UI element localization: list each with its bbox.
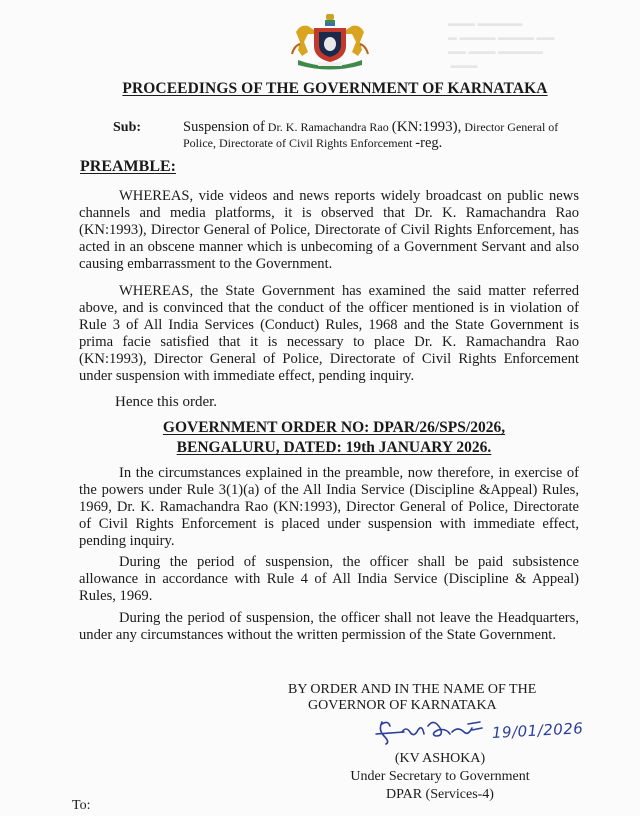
order-paragraph-1 (79, 465, 579, 550)
preamble-heading: PREAMBLE: (80, 158, 176, 175)
bleed-through-text: ▬▬▬ ▬▬▬▬▬ ▬ ▬▬▬▬ ▬▬▬▬ ▬▬ ▬▬ ▬▬▬ ▬▬▬▬▬ ▬▬▬ (448, 18, 555, 70)
hence-this-order: Hence this order. (115, 394, 218, 410)
order-paragraph-2 (79, 554, 579, 605)
subject-text (183, 119, 583, 151)
subject-text-part2: Dr. K. Ramachandra Rao (264, 120, 392, 134)
closing-authority (288, 682, 536, 714)
order-paragraph-1-text: In the circumstances explained in the preamble, now therefore, in exercise of the powers under Rule 3(1)(a) of the All India Service (Discipline &Appeal) Rules, 1969, Dr. K. Ramachandra Rao (KN:1993), Director General of Police, Directorate of Civil Rights Enforcement is placed under suspension with immediate effect, pending inquiry. (79, 465, 579, 549)
signatory-block (350, 750, 530, 804)
order-date-line: BENGALURU, DATED: 19th JANUARY 2026. (176, 439, 492, 456)
preamble-paragraph-2-text: WHEREAS, the State Government has examined the said matter referred above, and is convinced that the conduct of the officer mentioned is in violation of Rule 3 of All India Services (Conduct) Rules, 1968 and the State Government is prima facie satisfied that it is necessary to place Dr. K. Ramachandra Rao (KN:1993), Director General of Police, Directorate of Civil Rights Enforcement under suspension with immediate effect, pending inquiry. (79, 283, 579, 384)
signatory-name: (KV ASHOKA) (394, 751, 486, 766)
preamble-paragraph-2 (79, 283, 579, 385)
signatory-designation: Under Secretary to Government (350, 769, 530, 784)
subject-text-part3: (KN:1993), (391, 119, 462, 135)
subject-text-part1: Suspension of (183, 119, 265, 135)
order-paragraph-3 (79, 610, 579, 644)
government-order-heading (0, 418, 640, 458)
order-paragraph-3-text: During the period of suspension, the officer shall not leave the Headquarters, under any circumstances without the written permission of the State Government. (79, 610, 579, 643)
subject-text-part5: -reg. (415, 135, 443, 151)
signatory-department: DPAR (Services-4) (386, 787, 494, 802)
to-label: To: (72, 798, 91, 813)
order-number-line: GOVERNMENT ORDER NO: DPAR/26/SPS/2026, (162, 419, 506, 436)
closing-line-2: GOVERNOR OF KARNATAKA (308, 698, 497, 713)
signature-date: 19/01/2026 (491, 719, 584, 742)
preamble-paragraph-1-text: WHEREAS, vide videos and news reports widely broadcast on public news channels and media platforms, it is observed that Dr. K. Ramachandra Rao (KN:1993), Director General of Police, Directorate of Civil Rights Enforcement, has acted in an obscene manner which is unbecoming of a Government Servant and also causing embarrassment to the Government. (79, 188, 579, 272)
order-paragraph-2-text: During the period of suspension, the officer shall be paid subsistence allowance in accordance with Rule 4 of All India Service (Discipline & Appeal) Rules, 1969. (79, 554, 579, 604)
karnataka-emblem-icon (288, 12, 372, 72)
handwritten-signature-icon (368, 716, 488, 750)
subject-label: Sub: (113, 120, 142, 135)
preamble-paragraph-1 (79, 188, 579, 273)
closing-line-1: BY ORDER AND IN THE NAME OF THE (288, 682, 537, 697)
subject-text-part4: Director General of Police, Directorate of Civil Rights Enforcement (183, 120, 559, 150)
document-heading: PROCEEDINGS OF THE GOVERNMENT OF KARNATAKA (122, 80, 548, 97)
